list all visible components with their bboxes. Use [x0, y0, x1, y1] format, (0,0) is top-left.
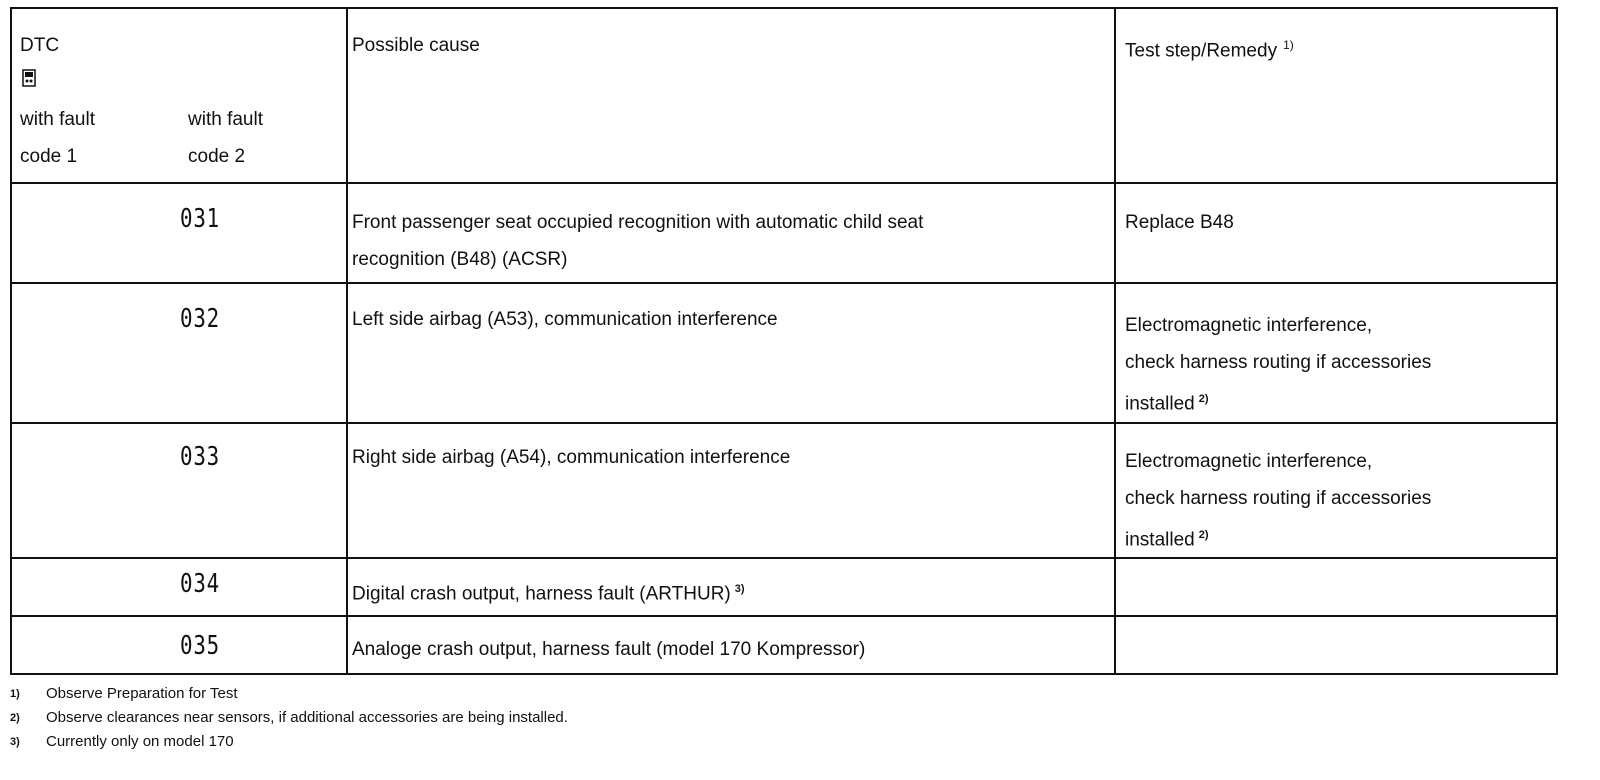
footnote-ref: 1) [1283, 38, 1294, 52]
row-divider [12, 615, 1556, 617]
header-test-step-label: Test step/Remedy [1125, 40, 1278, 62]
header-fault-code-1-line1: with fault [20, 109, 95, 130]
footnote-number: 1) [10, 688, 20, 700]
cause-line: Left side airbag (A53), communication interference [352, 309, 778, 330]
footnote-row [10, 682, 568, 706]
remedy-line: Replace B48 [1125, 212, 1234, 233]
footnote-row [10, 730, 568, 754]
remedy-text: installed [1125, 393, 1195, 415]
footnote-ref: 3) [734, 583, 745, 595]
footnote-row [10, 706, 568, 730]
footnote-text: Observe Preparation for Test [46, 685, 238, 702]
dtc-code: 033 [180, 442, 220, 472]
footnote-number: 2) [10, 712, 20, 724]
dtc-code: 035 [180, 631, 220, 661]
cause-line: Right side airbag (A54), communication interference [352, 447, 791, 468]
remedy-line: check harness routing if accessories [1125, 352, 1432, 373]
cause-line [352, 571, 745, 612]
header-test-step [1125, 27, 1294, 69]
dtc-code: 032 [180, 304, 220, 334]
remedy-line: Electromagnetic interference, [1125, 315, 1373, 336]
remedy-line: check harness routing if accessories [1125, 488, 1432, 509]
header-fault-code-2-line2: code 2 [188, 146, 246, 167]
remedy-line [1125, 517, 1209, 558]
dtc-table [10, 7, 1558, 675]
header-fault-code-2-line1: with fault [188, 109, 263, 130]
footnotes [10, 682, 568, 754]
row-divider [12, 422, 1556, 424]
column-divider [346, 9, 348, 673]
scan-tool-icon [22, 69, 36, 87]
row-divider [12, 282, 1556, 284]
footnote-number: 3) [10, 736, 20, 748]
cause-line: Front passenger seat occupied recognition with automatic child seat [352, 212, 924, 233]
column-divider [1114, 9, 1116, 673]
footnote-ref: 2) [1198, 393, 1209, 405]
remedy-line: Electromagnetic interference, [1125, 451, 1373, 472]
footnote-text: Currently only on model 170 [46, 733, 234, 750]
header-dtc: DTC [20, 35, 60, 56]
cause-line: recognition (B48) (ACSR) [352, 249, 568, 270]
cause-text: Digital crash output, harness fault (ARTHUR) [352, 583, 731, 605]
dtc-code: 034 [180, 569, 220, 599]
header-possible-cause: Possible cause [352, 35, 480, 56]
header-fault-code-1-line2: code 1 [20, 146, 78, 167]
footnote-ref: 2) [1198, 529, 1209, 541]
remedy-text: installed [1125, 529, 1195, 551]
footnote-text: Observe clearances near sensors, if additional accessories are being installed. [46, 709, 568, 726]
dtc-code: 031 [180, 204, 220, 234]
remedy-line [1125, 381, 1209, 422]
row-divider [12, 182, 1556, 184]
row-divider [12, 557, 1556, 559]
cause-line: Analoge crash output, harness fault (model 170 Kompressor) [352, 639, 866, 660]
